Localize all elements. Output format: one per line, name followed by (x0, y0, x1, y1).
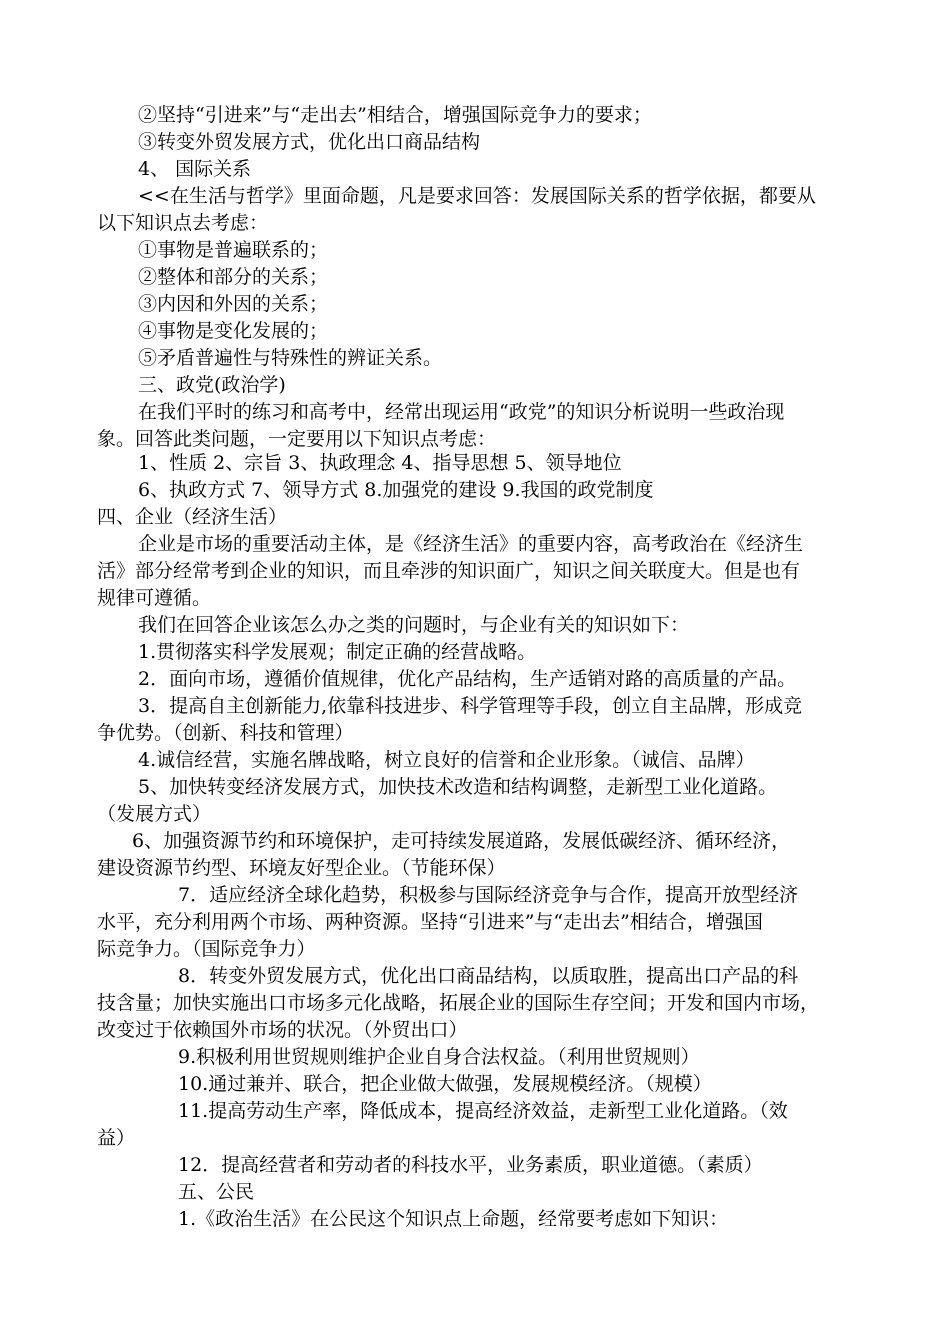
text-line: 以下知识点去考虑： (97, 212, 269, 234)
text-line: 益） (97, 1127, 136, 1149)
section-heading: 4、 国际关系 (138, 158, 252, 180)
text-line: 水平，充分利用两个市场、两种资源。坚持“引进来”与“走出去”相结合，增强国 (97, 911, 763, 933)
text-line: 技含量；加快实施出口市场多元化战略，拓展企业的国际生存空间；开发和国内市场， (97, 992, 820, 1014)
list-item: 2．面向市场，遵循价值规律，优化产品结构，生产适销对路的高质量的产品。 (138, 668, 797, 690)
list-item: 7．适应经济全球化趋势，积极参与国际经济竞争与合作，提高开放型经济 (178, 884, 799, 906)
section-heading: 三、政党(政治学) (138, 374, 286, 396)
text-line: 争优势。（创新、科技和管理） (97, 722, 354, 744)
text-line: 象。回答此类问题，一定要用以下知识点考虑： (97, 428, 497, 450)
text-line: 活》部分经常考到企业的知识，而且牵涉的知识面广，知识之间关联度大。但是也有 (97, 560, 801, 582)
list-item: 4.诚信经营，实施名牌战略，树立良好的信誉和企业形象。（诚信、品牌） (138, 749, 755, 771)
section-heading: 四、企业（经济生活） (97, 506, 288, 528)
list-item: 10.通过兼并、联合，把企业做大做强，发展规模经济。（规模） (178, 1073, 712, 1095)
section-heading: 五、公民 (178, 1181, 255, 1203)
text-line: 企业是市场的重要活动主体，是《经济生活》的重要内容，高考政治在《经济生 (138, 533, 804, 555)
list-item: 9.积极利用世贸规则维护企业自身合法权益。（利用世贸规则） (178, 1046, 700, 1068)
list-item: 1.贯彻落实科学发展观；制定正确的经营战略。 (138, 641, 537, 663)
list-item: 1.《政治生活》在公民这个知识点上命题，经常要考虑如下知识： (178, 1208, 729, 1230)
text-line: 建设资源节约型、环境友好型企业。（节能环保） (97, 857, 506, 879)
text-line: 6、执政方式 7、领导方式 8.加强党的建设 9.我国的政党制度 (138, 479, 654, 501)
text-line: 际竞争力。（国际竞争力） (97, 938, 316, 960)
list-item: 11.提高劳动生产率，降低成本，提高经济效益，走新型工业化道路。（效 (178, 1100, 788, 1122)
text-line: ②坚持“引进来”与“走出去”相结合，增强国际竞争力的要求； (138, 104, 652, 126)
text-line: <<在生活与哲学》里面命题，凡是要求回答：发展国际关系的哲学依据，都要从 (138, 185, 816, 207)
text-line: 在我们平时的练习和高考中，经常出现运用“政党”的知识分析说明一些政治现 (138, 401, 785, 423)
list-item: 12．提高经营者和劳动者的科技水平，业务素质，职业道德。（素质） (178, 1154, 763, 1176)
list-item: ④事物是变化发展的； (138, 320, 329, 342)
text-line: 我们在回答企业该怎么办之类的问题时，与企业有关的知识如下： (138, 614, 690, 636)
list-item: ②整体和部分的关系； (138, 266, 329, 288)
list-item: 6、加强资源节约和环境保护，走可持续发展道路，发展低碳经济、循环经济， (132, 830, 791, 852)
list-item: 8．转变外贸发展方式，优化出口商品结构，以质取胜，提高出口产品的科 (178, 965, 799, 987)
list-item: ⑤矛盾普遍性与特殊性的辨证关系。 (138, 347, 443, 369)
text-line: ③转变外贸发展方式，优化出口商品结构 (138, 131, 481, 153)
list-item: 5、加快转变经济发展方式，加快技术改造和结构调整，走新型工业化道路。 (138, 776, 778, 798)
text-line: （发展方式） (97, 803, 212, 825)
list-item: ③内因和外因的关系； (138, 293, 329, 315)
list-item: ①事物是普遍联系的； (138, 239, 329, 261)
text-line: 规律可遵循。 (97, 587, 212, 609)
text-line: 改变过于依赖国外市场的状况。（外贸出口） (97, 1019, 468, 1041)
text-line: 1、性质 2、宗旨 3、执政理念 4、指导思想 5、领导地位 (138, 452, 622, 474)
list-item: 3．提高自主创新能力,依靠科技进步、科学管理等手段，创立自主品牌，形成竞 (138, 695, 803, 717)
